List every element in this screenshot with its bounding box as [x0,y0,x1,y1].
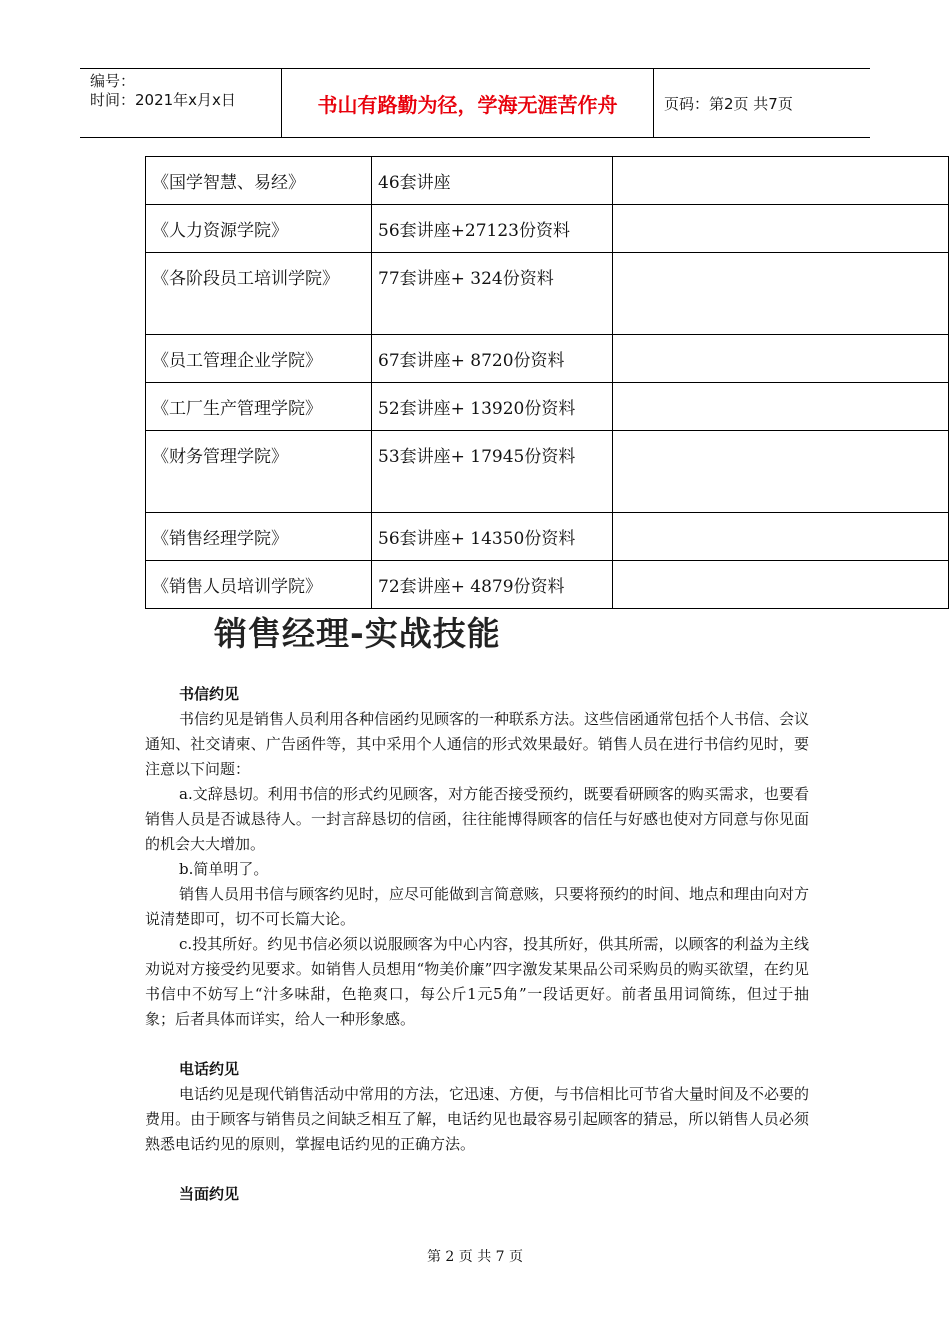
section-heading-phone: 电话约见 [179,1060,240,1078]
course-content: 56套讲座+ 14350份资料 [372,513,613,561]
article-body [145,682,809,1207]
course-table [145,156,949,609]
course-name: 《国学智慧、易经》 [146,157,372,205]
course-name: 《各阶段员工培训学院》 [146,253,372,335]
course-name: 《工厂生产管理学院》 [146,383,372,431]
table-row [146,561,949,609]
course-extra [613,561,949,609]
section-heading-face: 当面约见 [179,1185,240,1203]
course-extra [613,383,949,431]
paragraph: b.简单明了。 [179,860,269,878]
course-content: 67套讲座+ 8720份资料 [372,335,613,383]
page-title: 销售经理-实战技能 [214,614,501,653]
paragraph: a.文辞恳切。利用书信的形式约见顾客，对方能否接受预约，既要看研顾客的购买需求，也要看销售人员是否诚恳待人。一封言辞恳切的信函，往往能博得顾客的信任与好感也使对方同意与你见面的机会大大增加。 [145,785,809,853]
paragraph: c.投其所好。约见书信必须以说服顾客为中心内容，投其所好，供其所需，以顾客的利益为主线劝说对方接受约见要求。如销售人员想用“物美价廉”四字激发某果品公司采购员的购买欲望，在约见书信中不妨写上“汁多味甜，色艳爽口，每公斤1元5角”一段话更好。前者虽用词简练，但过于抽象；后者具体而详实，给人一种形象感。 [145,935,809,1028]
course-content: 72套讲座+ 4879份资料 [372,561,613,609]
course-name: 《销售人员培训学院》 [146,561,372,609]
table-row [146,431,949,513]
course-content: 46套讲座 [372,157,613,205]
document-time-label: 时间：2021年x月x日 [90,91,236,109]
course-name: 《销售经理学院》 [146,513,372,561]
table-row [146,513,949,561]
course-extra [613,157,949,205]
course-content: 77套讲座+ 324份资料 [372,253,613,335]
table-row [146,335,949,383]
course-extra [613,431,949,513]
table-row [146,253,949,335]
course-extra [613,335,949,383]
paragraph: 电话约见是现代销售活动中常用的方法，它迅速、方便，与书信相比可节省大量时间及不必要的费用。由于顾客与销售员之间缺乏相互了解，电话约见也最容易引起顾客的猜忌，所以销售人员必须熟悉电话约见的原则，掌握电话约见的正确方法。 [145,1085,810,1153]
course-name: 《财务管理学院》 [146,431,372,513]
course-extra [613,513,949,561]
section-heading-letter: 书信约见 [179,685,240,703]
table-row [146,157,949,205]
course-extra [613,205,949,253]
spacer [145,1032,809,1057]
table-row [146,205,949,253]
course-content: 53套讲座+ 17945份资料 [372,431,613,513]
header-meta [80,69,282,137]
page-footer: 第 2 页 共 7 页 [426,1249,524,1265]
spacer [145,1157,809,1182]
paragraph: 销售人员用书信与顾客约见时，应尽可能做到言简意赅，只要将预约的时间、地点和理由向对方说清楚即可，切不可长篇大论。 [145,885,810,928]
header-page-text: 页码：第2页 共7页 [664,94,793,113]
course-content: 52套讲座+ 13920份资料 [372,383,613,431]
course-extra [613,253,949,335]
course-name: 《员工管理企业学院》 [146,335,372,383]
header-page-label [654,69,870,137]
page-header [80,68,870,138]
course-name: 《人力资源学院》 [146,205,372,253]
header-motto: 书山有路勤为径，学海无涯苦作舟 [282,69,654,137]
paragraph: 书信约见是销售人员利用各种信函约见顾客的一种联系方法。这些信函通常包括个人书信、会议通知、社交请柬、广告函件等，其中采用个人通信的形式效果最好。销售人员在进行书信约见时，要注意以下问题： [145,710,810,778]
document-number-label: 编号： [90,72,136,90]
course-content: 56套讲座+27123份资料 [372,205,613,253]
table-row [146,383,949,431]
